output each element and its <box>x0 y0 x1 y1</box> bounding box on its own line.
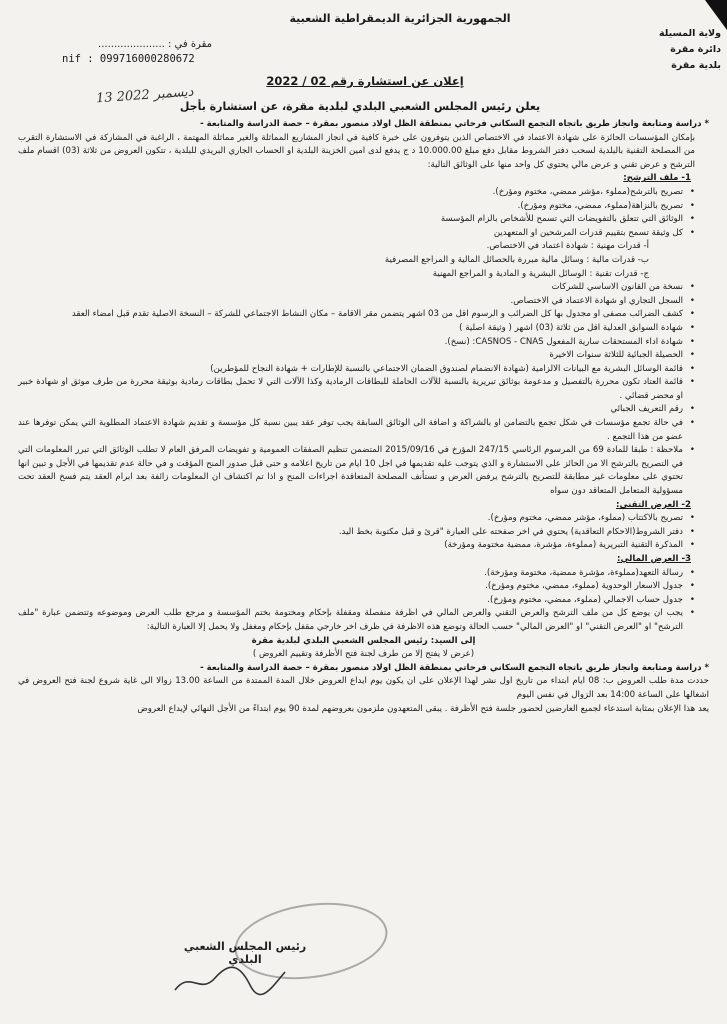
issuer-line: ولاية المسيلة <box>659 28 721 39</box>
envelope-notice: (عرض لا يفتح إلا من طرف لجنة فتح الأظرفة وتقييم العروض ) <box>252 649 475 660</box>
list-item: • في حالة تجمع مؤسسات في شكل تجمع بالتضامن او بالشراكة و اضافة الى الوثائق السابقة يجب توفر عقد يبين نسبة كل مؤسسة و تقديم شهادة الاعتماد المطلوبة التي يمكن توفرها عند عضو من هذا التجمع . <box>18 417 709 444</box>
section-financial-title: 3- العرض المالي: <box>617 554 691 564</box>
list-item: • كل وثيقة تسمح بتقييم قدرات المرشحين او المتعهدين <box>18 227 709 241</box>
list-item: • شهادة السوابق العدلية اقل من ثلاثة (03) اشهر ( وثيقة اصلية ) <box>18 322 709 336</box>
issuer-line: بلدية مقرة <box>671 60 721 71</box>
list-item: • تصريح بالنزاهة(مملوء، ممضي، مختوم ومؤرخ). <box>18 200 709 214</box>
handwritten-signature <box>170 960 290 1000</box>
announcement-title: إعلان عن استشارة رقم 02 / 2022 <box>266 74 464 88</box>
list-item: • يجب ان يوضع كل من ملف الترشح والعرض التقني والعرض المالي في اظرفة منفصلة ومقفلة بإحكام ومختومة بختم المؤسسة و مرجع طلب العرض وموضوعه وتتضمن عبارة "ملف الترشح" او "العرض التقني" او "العرض المالي" حسب الحالة وتوضع هذه الاظرفة في ظرف اخر خارجي مقفل بإحكام ومغفل ولا يحمل إلا العبارة التالية: <box>18 607 709 634</box>
sub-list-item: ج- قدرات تقنية : الوسائل البشرية و المادية و المراجع المهنية <box>432 268 649 279</box>
list-item: • تصريح بالاكتتاب (مملوء، مؤشر ممضي، مختوم ومؤرخ). <box>18 512 709 526</box>
sub-list-item: أ- قدرات مهنية : شهادة اعتماد في الاختصاص. <box>486 241 649 252</box>
section-technical-title: 2- العرض التقني: <box>616 499 691 510</box>
project-title: * دراسة ومتابعة وانجاز طريق باتجاه التجمع السكاني فرحاتي بمنطقة الظل اولاد منصور بمقرة – حصة الدراسة والمتابعة - <box>200 119 709 129</box>
list-item: • نسخة من القانون الاساسي للشركات <box>18 281 709 295</box>
issuer-block <box>641 26 721 74</box>
list-item: • الوثائق التي تتعلق بالتفويضات التي تسمح للأشخاص بالزام المؤسسة <box>18 213 709 227</box>
list-item: • تصريح بالترشح(مملوء ،مؤشر ممضي، مختوم ومؤرخ). <box>18 186 709 200</box>
list-item: • دفتر الشروط(الاحكام التعاقدية) يحتوي في اخر صفحته على العبارة "قرئ و قبل مكتوبة بخط اليد. <box>18 526 709 540</box>
announcement-body <box>18 118 709 716</box>
list-item: • جدول حساب الاجمالي (مملوء، ممضي، مختوم ومؤرخ). <box>18 594 709 608</box>
list-item: • شهادة اداء المستحقات سارية المفعول CASNOS - CNAS: (نسخ). <box>18 336 709 350</box>
deadline-paragraph: حددت مدة طلب العروض ب: 08 ايام ابتداء من تاريخ اول نشر لهذا الإعلان على ان يكون يوم ايداع العروض خلال المدة الممتدة من الساعة 13.00 زوالا الى غاية شروع لجنة فتح العروض في اشغالها على الساعة 14:00 بعد الزوال في نفس اليوم <box>18 676 709 700</box>
announcement-subtitle: يعلن رئيس المجلس الشعبي البلدي لبلدية مقرة، عن استشارة بأجل <box>179 100 541 113</box>
list-item: • رقم التعريف الجبائي <box>18 403 709 417</box>
project-title-repeat: * دراسة ومتابعة وانجاز طريق باتجاه التجمع السكاني فرحاتي بمنطقة الظل اولاد منصور بمقرة – حصة الدراسة والمتابعة - <box>200 662 709 673</box>
date-nif-block <box>62 38 212 66</box>
signatory-title: رئيس المجلس الشعبي البلدي <box>183 940 307 966</box>
list-item: • قائمة العتاد تكون محررة بالتفصيل و مدعومة بوثائق تبريرية بالنسبة للآلات الحاملة للبطاقات الرمادية وكذا الآلات التي لا تحمل بطاقات رمادية بوثيقة محررة من طرف موثق او شهادة خبير او محضر قضائي . <box>18 376 709 403</box>
section-candidacy-title: 1- ملف الترشح: <box>623 173 691 184</box>
envelope-addressee: إلى السيد: رئيس المجلس الشعبي البلدي لبلدية مقرة <box>251 635 476 646</box>
list-item: • الحصيلة الجبائية للثلاثة سنوات الاخيرة <box>18 349 709 363</box>
list-item: • قائمة الوسائل البشرية مع البيانات الالزامية (شهادة الانضمام لصندوق الضمان الاجتماعي بالنسبة للإطارات + شهادة النجاح للمؤطرين) <box>18 363 709 377</box>
list-item: • كشف الضرائب مصفى او مجدول بها كل الضرائب و الرسوم اقل من 03 اشهر يتضمن مقر الاقامة – مكان النشاط الاجتماعي للشركة – النسخة الاصلية تقدم قبل امضاء العقد <box>18 308 709 322</box>
sub-list-item: ب- قدرات مالية : وسائل مالية مبررة بالحصائل المالية و المراجع المصرفية <box>384 254 649 265</box>
list-item: • السجل التجاري او شهادة الاعتماد في الاختصاص. <box>18 295 709 309</box>
list-item: • رسالة التعهد(مملوءة، مؤشرة ممضية، مختومة ومؤرخة). <box>18 567 709 581</box>
intro-paragraph: بإمكان المؤسسات الحائزة على شهادة الاعتماد في الاختصاص الذين يتوفرون على خبرة كافية في انجاز المشاريع المماثلة والغير مماثلة المهتمة ، الراغبة في المشاركة في الاستشارة التقرب من المصلحة التقنية بالبلدية لسحب دفتر الشروط مقابل دفع مبلغ 10.000.00 د ج يدفع لدى امين الخزينة البلدية او الحساب الجاري البريدي للبلدية ، تتكون العروض من ثلاثة (03) اقسام ملف الترشح و عرض تقني و عرض مالي يحتوي كل واحد منها على الوثائق التالية: <box>18 132 695 170</box>
handwritten-date: 13 ديسمبر 2022 <box>95 84 194 107</box>
list-item: • جدول الاسعار الوحدوية (مملوء، ممضي، مختوم ومؤرخ). <box>18 580 709 594</box>
date-line: مقرة في : ..................... <box>98 39 212 50</box>
nif-number: nif : 099716000280672 <box>62 53 195 65</box>
republic-header: الجمهورية الجزائرية الديمقراطية الشعبية <box>289 12 511 25</box>
list-item: • المذكرة التقنية التبريرية (مملوءة، مؤشرة، ممضية مختومة ومؤرخة) <box>18 539 709 553</box>
issuer-line: دائرة مقرة <box>670 44 721 55</box>
note-paragraph: • ملاحظة : طبقا للمادة 69 من المرسوم الرئاسي 247/15 المؤرخ في 2015/09/16 المتضمن تنظيم الصفقات العمومية و تفويضات المرفق العام لا تطلب الوثائق التي تبرر المعلومات التي في التصريح بالترشح الا من الحائز على الاستشارة و الذي يتوجب عليه تقديمها في اجل 10 ايام من تاريخ اعلامه و حتى قبل صدور المنح المؤقت و في حالة عدم تقديمها في الأجل و تبين انها تحتوي على معلومات غير مطابقة للتصريح بالترشح يرفض العرض و تستأنف المصلحة المتعاقدة اجراءات المنح و اذا تم اكتشاف ان المعلومات زائفة بعد ابرام العقد يتم فسخ العقد تحت مسؤولية المتعامل المتعاقد دون سواه <box>18 444 709 498</box>
validity-paragraph: يعد هذا الإعلان بمثابة استدعاء لجميع العارضين لحضور جلسة فتح الأظرفة . يبقى المتعهدون ملزمون بعروضهم لمدة 90 يوم ابتداءً من الأجل النهائي لإيداع العروض <box>137 703 709 714</box>
